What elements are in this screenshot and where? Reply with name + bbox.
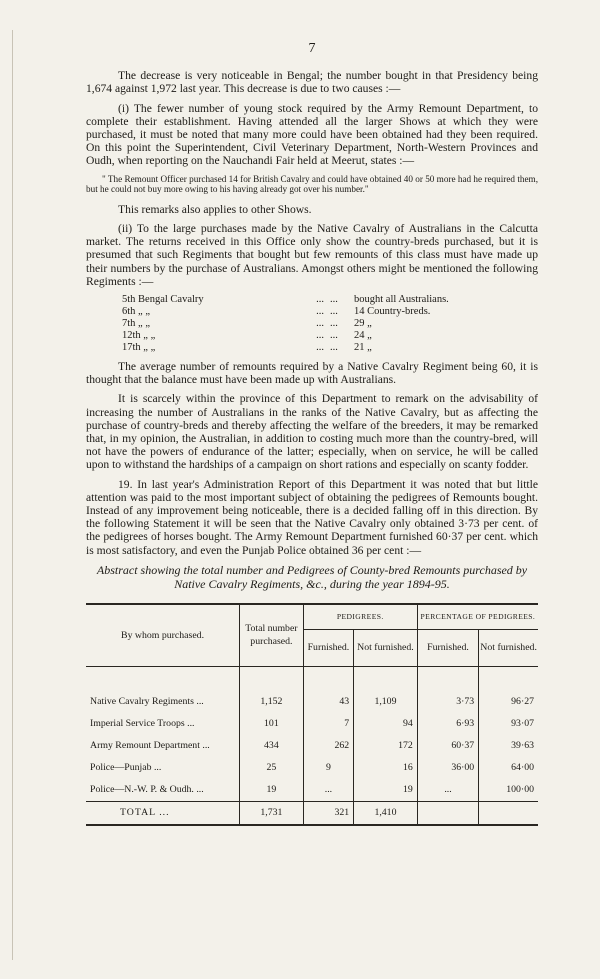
table-row <box>86 691 538 713</box>
regiment-dots: ... <box>330 306 338 318</box>
regiment-name: 5th Bengal Cavalry <box>122 294 204 306</box>
cell-not-furnished: 16 <box>354 757 418 779</box>
page-content <box>86 42 538 826</box>
total-cell-pct-not-furnished <box>479 801 538 825</box>
paragraph-advisability: It is scarcely within the province of this Department to remark on the advisability of increasing the number of Australians in the ranks of the Native Cavalry, but as affecting the purchase of country-breds and thereby affecting the welfare of the breeders, it may be remarked that, in my opinion, the Australian, in addition to costing much more than the country-bred, will not have the powers of endurance of the latter; especially, when on service, he will be called upon to withstand the hardships of a campaign on short rations and especially on scanty fodder. <box>86 392 538 472</box>
page-number: 7 <box>308 41 316 56</box>
cell-pct-furnished: 6·93 <box>417 713 478 735</box>
cell-pct-furnished: 36·00 <box>417 757 478 779</box>
paragraph-pedigrees: 19. In last year's Administration Report of this Department it was noted that but little attention was paid to the most important subject of obtaining the pedigrees of Remounts bought. Instead of any improvement being noticeable, there is a decided falling off in this direction. By the following Statement it will be seen that the Native Cavalry only obtained 3·73 per cent. of the pedigrees of horses bought. The Army Remount Department furnished 60·37 per cent. which is most satisfactory, and even the Punjab Police obtained 36 per cent :— <box>86 477 538 557</box>
abstract-title: Abstract showing the total number and Pedigrees of County-bred Remounts purchased by Native Cavalry Regiments, &c., during the year 1894-95. <box>96 562 528 591</box>
row-label: Army Remount Department ... <box>86 735 240 757</box>
table-total-row <box>86 801 538 825</box>
cell-total: 434 <box>240 735 304 757</box>
paragraph-bengal-decrease: The decrease is very noticeable in Bengal; the number bought in that Presidency being 1,674 against 1,972 last year. This decrease is due to two causes :— <box>86 69 538 96</box>
cell-total: 19 <box>240 779 304 802</box>
row-label: Native Cavalry Regiments ... <box>86 691 240 713</box>
regiment-row <box>122 318 538 330</box>
regiment-dots: ... <box>316 294 324 306</box>
regiment-row <box>122 294 538 306</box>
regiment-row <box>122 342 538 354</box>
table-row <box>86 713 538 735</box>
table-spacer-row <box>86 666 538 691</box>
regiment-note: bought all Australians. <box>354 294 449 306</box>
cell-pct-furnished: 3·73 <box>417 691 478 713</box>
regiment-dots: ... <box>316 342 324 354</box>
total-cell-total: 1,731 <box>240 801 304 825</box>
header-pedigrees: PEDIGREES. <box>303 604 417 630</box>
regiment-note: 14 Country-breds. <box>354 306 431 318</box>
regiment-name: 12th „ „ <box>122 330 156 342</box>
regiment-list <box>122 294 538 354</box>
cell-pct-not-furnished: 96·27 <box>479 691 538 713</box>
cell-furnished: 9 <box>303 757 353 779</box>
cell-total: 101 <box>240 713 304 735</box>
table-row <box>86 735 538 757</box>
regiment-note: 29 „ <box>354 318 372 330</box>
cell-furnished: 43 <box>303 691 353 713</box>
regiment-dots: ... <box>316 306 324 318</box>
regiment-dots: ... <box>330 318 338 330</box>
regiment-name: 6th „ „ <box>122 306 150 318</box>
total-cell-not-furnished: 1,410 <box>354 801 418 825</box>
header-furnished: Furnished. <box>303 629 353 666</box>
regiment-row <box>122 306 538 318</box>
total-cell-pct-furnished <box>417 801 478 825</box>
cell-pct-furnished: ... <box>417 779 478 802</box>
cell-pct-not-furnished: 39·63 <box>479 735 538 757</box>
cell-furnished: 7 <box>303 713 353 735</box>
regiment-dots: ... <box>330 294 338 306</box>
pedigree-table <box>86 603 538 826</box>
cell-furnished: ... <box>303 779 353 802</box>
regiment-dots: ... <box>330 342 338 354</box>
total-cell-furnished: 321 <box>303 801 353 825</box>
cell-pct-not-furnished: 64·00 <box>479 757 538 779</box>
cell-pct-not-furnished: 93·07 <box>479 713 538 735</box>
row-label: Imperial Service Troops ... <box>86 713 240 735</box>
paragraph-other-shows: This remarks also applies to other Shows. <box>118 202 312 216</box>
page-fold-line <box>12 30 13 960</box>
cell-pct-furnished: 60·37 <box>417 735 478 757</box>
cell-not-furnished: 172 <box>354 735 418 757</box>
cell-not-furnished: 19 <box>354 779 418 802</box>
cell-not-furnished: 94 <box>354 713 418 735</box>
header-pct-furnished: Furnished. <box>417 629 478 666</box>
table-row <box>86 779 538 802</box>
regiment-dots: ... <box>316 330 324 342</box>
regiment-note: 24 „ <box>354 330 372 342</box>
header-not-furnished: Not furnished. <box>354 629 418 666</box>
header-pct-not-furnished: Not furnished. <box>479 629 538 666</box>
paragraph-average-remounts: The average number of remounts required by a Native Cavalry Regiment being 60, it is thought that the balance must have been made up with Australians. <box>86 360 538 387</box>
table-row <box>86 757 538 779</box>
header-by-whom: By whom purchased. <box>86 604 240 667</box>
regiment-row <box>122 330 538 342</box>
regiment-name: 7th „ „ <box>122 318 150 330</box>
header-total: Total number purchased. <box>240 604 304 667</box>
quote-remount-officer: " The Remount Officer purchased 14 for British Cavalry and could have obtained 40 or 50 more had he required them, but he could not buy more owing to his having already got over his number." <box>86 173 538 195</box>
header-percentage: PERCENTAGE OF PEDIGREES. <box>417 604 538 630</box>
paragraph-australians-purchase: (ii) To the large purchases made by the Native Cavalry of Australians in the Calcutta market. The returns received in this Office only show the country-breds purchased, but it is presumed that such Regiments that bought but few remounts of this class must have made up their numbers by the purchase of Australians. Amongst others might be mentioned the following Regiments :— <box>86 222 538 288</box>
regiment-dots: ... <box>316 318 324 330</box>
regiment-dots: ... <box>330 330 338 342</box>
row-label: Police—Punjab ... <box>86 757 240 779</box>
row-label: Police—N.-W. P. & Oudh. ... <box>86 779 240 802</box>
cell-not-furnished: 1,109 <box>354 691 418 713</box>
paragraph-young-stock: (i) The fewer number of young stock required by the Army Remount Department, to complete their establishment. Having attended all the larger Shows at which they were purchased, it must be noted that many more could have been obtained had they been required. On this point the Superintendent, Civil Veterinary Department, North-Western Provinces and Oudh, when reporting on the Nauchandi Fair held at Meerut, states :— <box>86 101 538 168</box>
total-label: TOTAL ... <box>86 801 240 825</box>
cell-furnished: 262 <box>303 735 353 757</box>
regiment-name: 17th „ „ <box>122 342 156 354</box>
cell-total: 25 <box>240 757 304 779</box>
cell-pct-not-furnished: 100·00 <box>479 779 538 802</box>
cell-total: 1,152 <box>240 691 304 713</box>
regiment-note: 21 „ <box>354 342 372 354</box>
